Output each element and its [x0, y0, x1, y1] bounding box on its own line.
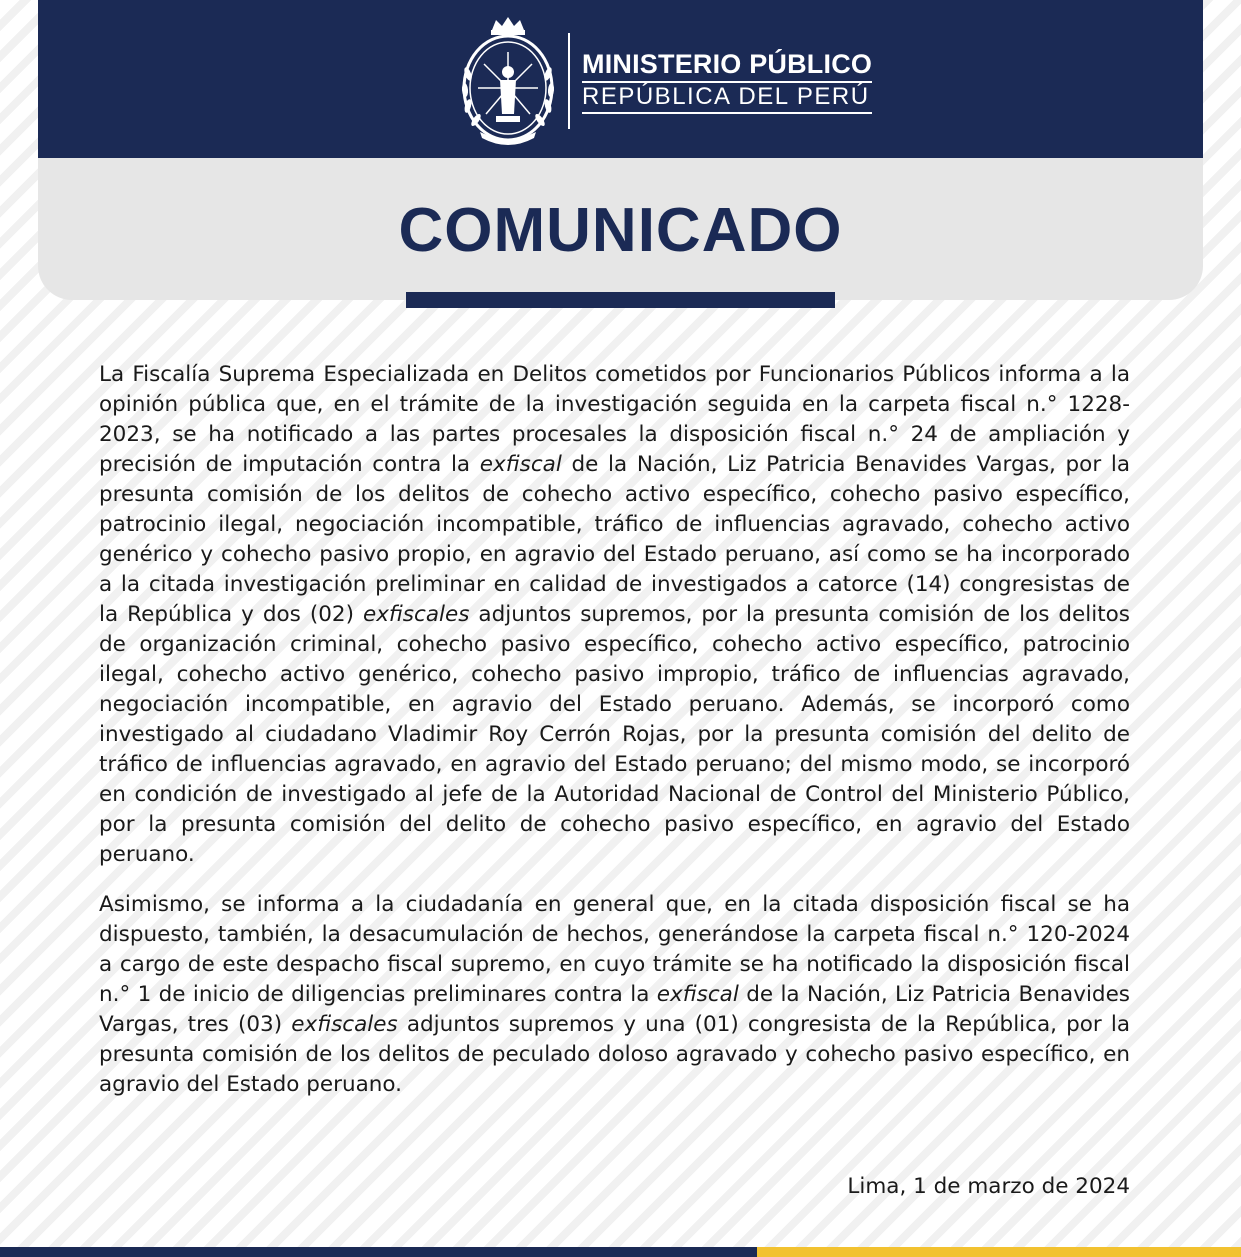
paragraph-1-text: La Fiscalía Suprema Especializada en Delitos cometidos por Funcionarios Públicos informa a la opinión pública que, en el trámite de la investigación seguida en la carpeta fiscal n.° 1228-2023, se ha notificado a las partes procesales la disposición fiscal n.° 24 de ampliación y precisión de imputación contra la: [99, 362, 1130, 477]
footer-bar-gold: [757, 1247, 1241, 1257]
title-band: [38, 158, 1203, 300]
date-line: Lima, 1 de marzo de 2024: [847, 1174, 1130, 1199]
paragraph-2-italic: exfiscal: [656, 982, 739, 1007]
paragraph-1-italic: exfiscal: [479, 452, 562, 477]
paragraph-2-text: adjuntos supremos y una (01) congresista de la República, por la presunta comisión de los delitos de peculado doloso agravado y cohecho pasivo específico, en agravio del Estado peruano.: [99, 1012, 1130, 1097]
paragraph-2-italic: exfiscales: [291, 1012, 398, 1037]
paragraph-2-text: de la Nación, Liz Patricia Benavides Vargas, tres (03): [99, 982, 1131, 1037]
logo-divider: [568, 33, 570, 129]
paragraph-1: [99, 360, 1130, 870]
page-title: COMUNICADO: [398, 196, 843, 265]
country-name: REPÚBLICA DEL PERÚ: [582, 83, 872, 114]
title-underline: [406, 292, 835, 308]
paragraph-1-italic: exfiscales: [362, 602, 470, 627]
ministry-seal-icon: [456, 14, 560, 148]
ministry-logo: [456, 14, 876, 148]
paragraph-2-text: Asimismo, se informa a la ciudadanía en general que, en la citada disposición fiscal se ha dispuesto, también, la desacumulación de hechos, generándose la carpeta fiscal n.° 120-2024 a cargo de este despacho fiscal supremo, en cuyo trámite se ha notificado la disposición fiscal n.° 1 de inicio de diligencias preliminares contra la: [99, 892, 1130, 1007]
paragraph-1-text: adjuntos supremos, por la presunta comisión de los delitos de organización criminal, cohecho pasivo específico, cohecho activo específico, patrocinio ilegal, cohecho activo genérico, cohecho pasivo impropio, tráfico de influencias agravado, negociación incompatible, en agravio del Estado peruano. Además, se incorporó como investigado al ciudadano Vladimir Roy Cerrón Rojas, por la presunta comisión del delito de tráfico de influencias agravado, en agravio del Estado peruano; del mismo modo, se incorporó en condición de investigado al jefe de la Autoridad Nacional de Control del Ministerio Público, por la presunta comisión del delito de cohecho pasivo específico, en agravio del Estado peruano.: [99, 602, 1131, 867]
paragraph-2: [99, 890, 1130, 1100]
paragraph-1-text: de la Nación, Liz Patricia Benavides Vargas, por la presunta comisión de los delitos de cohecho activo específico, cohecho pasivo específico, patrocinio ilegal, negociación incompatible, tráfico de influencias agravado, cohecho activo genérico y cohecho pasivo propio, en agravio del Estado peruano, así como se ha incorporado a la citada investigación preliminar en calidad de investigados a catorce (14) congresistas de la República y dos (02): [99, 452, 1130, 627]
communique-body: [99, 360, 1130, 1120]
ministry-name: MINISTERIO PÚBLICO: [582, 49, 872, 83]
header-band: [38, 0, 1203, 158]
footer-bar-navy: [0, 1247, 757, 1257]
logo-text: [582, 49, 872, 114]
